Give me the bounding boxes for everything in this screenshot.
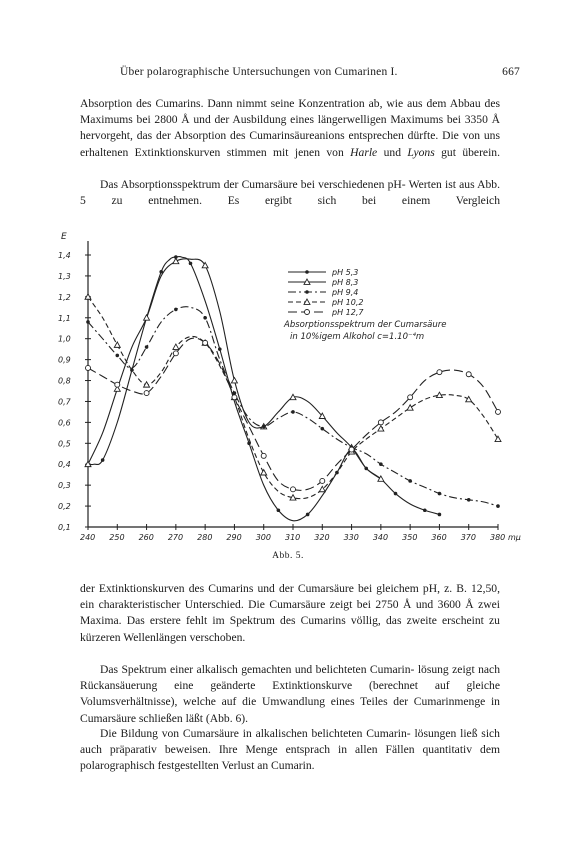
data-point: [291, 410, 295, 414]
x-tick-label: 320: [314, 533, 330, 542]
figure-caption: Abb. 5.: [272, 551, 304, 561]
data-point: [407, 405, 413, 410]
text-line: des Cumarinsäureanions entsprechen dürfte. Die von uns erhaltenen: [80, 129, 500, 159]
series-line: [88, 338, 498, 490]
text-line: aus dem Abbau des Maximums bei 2800 Å und der Ausbildung eines: [80, 97, 500, 127]
data-point: [291, 487, 296, 492]
page-number: 667: [502, 66, 520, 78]
text-line: verschoben.: [189, 630, 246, 644]
text-line: des Cumarins völlig, das zweite erscheint zu kürzeren Wellenlängen: [80, 614, 500, 644]
chart-annotation: Absorptionsspektrum der Cumarsäure: [284, 320, 447, 330]
data-point: [174, 308, 178, 312]
data-point: [231, 378, 237, 383]
data-point: [305, 270, 309, 274]
y-tick-label: 0,1: [58, 523, 71, 532]
text-line: Das Absorptionsspektrum der Cumarsäure bei verschiedenen pH-: [100, 178, 406, 191]
y-tick-label: 1,1: [58, 313, 71, 323]
top-paragraph: [80, 96, 500, 161]
legend-label: pH 12,7: [332, 308, 364, 317]
data-point: [466, 396, 472, 401]
data-point: [173, 258, 179, 263]
data-point: [495, 436, 501, 441]
text-line: eines Teiles der Cumarinmenge in Cumarsäure schließen läßt (Abb. 6).: [80, 695, 500, 725]
text-line: lösung zeigt nach Rückansäuerung eine geänderte Extinktionskurve: [80, 663, 500, 693]
data-point: [277, 508, 281, 512]
data-point: [189, 262, 193, 266]
x-tick-label: 310: [285, 533, 301, 542]
data-point: [173, 344, 179, 349]
data-point: [86, 365, 91, 370]
y-tick-label: 1,0: [58, 334, 71, 344]
text-line: Das Spektrum einer alkalisch gemachten und belichteten Cumarin-: [100, 663, 415, 676]
x-tick-label: 340: [372, 533, 389, 542]
data-point: [261, 470, 267, 475]
y-tick-label: 1,3: [58, 271, 71, 281]
data-point: [349, 447, 354, 452]
x-tick-label: 280: [197, 533, 213, 542]
data-point: [379, 462, 383, 466]
data-point: [438, 513, 442, 517]
text-line: der Extinktionskurven des Cumarins und der Cumarsäure bei gleichem pH,: [80, 582, 440, 595]
data-point: [408, 395, 413, 400]
y-tick-label: 0,3: [58, 481, 71, 491]
bottom-paragraph-1: [80, 581, 500, 646]
data-point: [438, 492, 442, 496]
data-point: [232, 395, 237, 400]
x-tick-label: 260: [138, 533, 154, 542]
series-group: [86, 338, 501, 492]
y-tick-label: 0,2: [58, 502, 71, 512]
data-point: [101, 458, 105, 462]
y-tick-label: 0,8: [58, 376, 71, 386]
text-line: z. B. 12,50, ein charakteristischer Unterschied. Die Cumarsäure zeigt: [80, 582, 500, 612]
x-tick-label: 350: [402, 533, 418, 542]
y-tick-label: 0,5: [58, 439, 71, 449]
text-line: Extinktionskurven stimmen mit jenen von: [134, 145, 351, 159]
running-header: [120, 66, 520, 78]
data-point: [320, 478, 325, 483]
y-tick-label: 0,4: [58, 460, 71, 470]
data-point: [305, 290, 309, 294]
x-tick-label: 330: [343, 533, 359, 542]
data-point: [115, 354, 119, 358]
x-tick-label: 300: [255, 533, 271, 542]
x-tick-label: 240: [80, 533, 96, 542]
header-title: Über polarographische Untersuchungen von Cumarinen I.: [120, 66, 398, 78]
data-point: [408, 479, 412, 483]
data-point: [262, 425, 266, 429]
data-point: [145, 345, 149, 349]
y-tick-label: 1,2: [58, 292, 71, 302]
text-line: Cumarin.: [271, 759, 315, 773]
text-line: (berechnet auf gleiche Volumsverhältnisse), welche auf die Umwandlung: [80, 679, 500, 709]
data-point: [467, 498, 471, 502]
absorption-chart: [50, 212, 550, 557]
legend-label: pH 5,3: [332, 268, 359, 277]
y-tick-label: 0,7: [58, 397, 71, 407]
x-tick-label: 270: [167, 533, 184, 542]
data-point: [496, 504, 500, 508]
y-axis-label: E: [61, 232, 67, 242]
series-group: [86, 255, 441, 521]
data-point: [320, 427, 324, 431]
data-point: [173, 351, 178, 356]
data-point: [423, 508, 427, 512]
data-point: [203, 316, 207, 320]
text-line: Werten ist aus Abb. 5 zu entnehmen. Es ergibt sich bei einem Vergleich: [80, 178, 500, 208]
data-point: [114, 342, 120, 347]
x-axis-label: mμ: [508, 533, 521, 542]
x-tick-label: 360: [431, 533, 447, 542]
top-paragraph-2: [80, 177, 500, 209]
data-point: [144, 315, 150, 320]
chart-annotation: in 10%igem Alkohol c=1.10⁻⁴m: [290, 332, 425, 342]
data-point: [437, 370, 442, 375]
text-fragment: gut überein.: [434, 145, 500, 159]
data-point: [86, 320, 90, 324]
data-point: [144, 391, 149, 396]
data-point: [306, 513, 310, 517]
data-point: [466, 372, 471, 377]
data-point: [305, 310, 310, 315]
author-name: Lyons: [407, 145, 435, 159]
absorption-figure: [50, 212, 550, 557]
x-tick-label: 370: [460, 533, 476, 542]
text-line: bei 2750 Å und 3600 Å zwei Maxima. Das erstere fehlt im Spektrum: [80, 598, 500, 628]
data-point: [203, 340, 208, 345]
bottom-paragraph-2: [80, 662, 500, 727]
text-line: lösungen ließ sich auch präparativ beweisen. Ihre Menge entsprach in: [80, 727, 500, 757]
text-line: längerwelligen Maximums bei 3350 Å hervorgeht, das der Absorption: [80, 113, 500, 143]
y-tick-label: 0,9: [58, 355, 71, 365]
legend-label: pH 8,3: [332, 278, 359, 287]
data-point: [378, 426, 384, 431]
author-name: Harle: [350, 145, 378, 159]
data-point: [496, 409, 501, 414]
bottom-paragraph-3: [80, 726, 500, 775]
data-point: [394, 492, 398, 496]
data-point: [378, 420, 383, 425]
data-point: [261, 453, 266, 458]
legend-label: pH 10,2: [332, 298, 364, 307]
x-tick-label: 250: [109, 533, 125, 542]
y-tick-label: 1,4: [58, 251, 71, 260]
text-fragment: und: [377, 145, 408, 159]
y-tick-label: 0,6: [58, 418, 71, 428]
text-line: Die Bildung von Cumarsäure in alkalischen belichteten Cumarin-: [100, 727, 411, 740]
series-line: [88, 257, 439, 521]
text-line: allen Fällen quantitativ dem polarographisch festgestellten Verlust an: [80, 743, 500, 773]
legend-label: pH 9,4: [332, 288, 359, 297]
data-point: [218, 347, 222, 351]
data-point: [115, 382, 120, 387]
x-tick-label: 380: [490, 533, 506, 542]
text-line: Absorption des Cumarins. Dann nimmt seine Konzentration ab, wie: [80, 97, 404, 110]
x-tick-label: 290: [226, 533, 242, 542]
